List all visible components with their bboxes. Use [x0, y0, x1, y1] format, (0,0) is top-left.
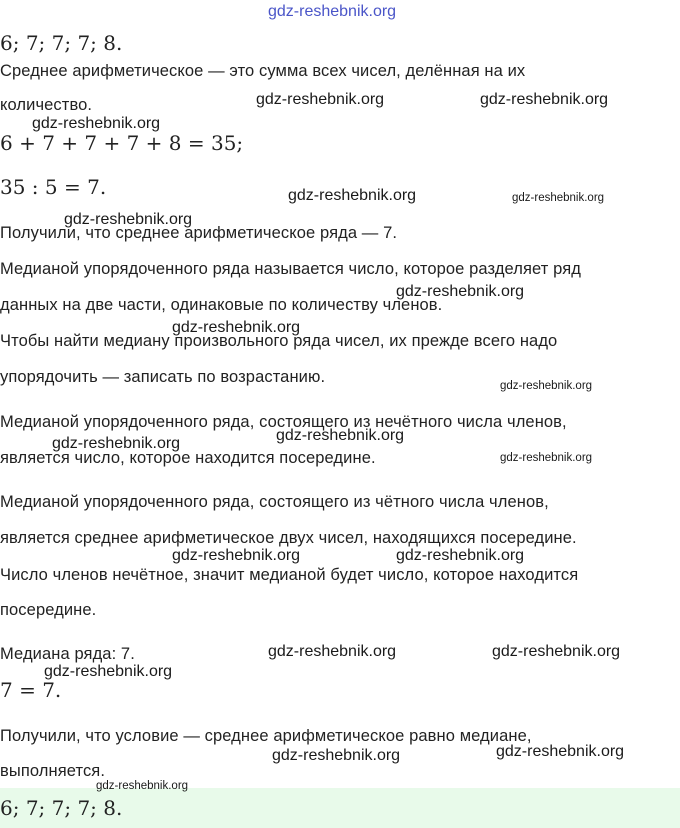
- odd-median-rule-line-1: Медианой упорядоченного ряда, состоящего из нечётного числа членов,: [0, 413, 567, 431]
- ordering-rule-line-1: Чтобы найти медиану произвольного ряда чисел, их прежде всего надо: [0, 332, 558, 350]
- watermark: gdz-reshebnik.org: [272, 747, 401, 764]
- number-sequence: 6; 7; 7; 7; 8.: [0, 31, 123, 55]
- conclusion-line-1: Получили, что условие — среднее арифметическое равно медиане,: [0, 727, 532, 745]
- watermark: gdz-reshebnik.org: [268, 3, 397, 20]
- watermark: gdz-reshebnik.org: [268, 643, 397, 660]
- equality-check: 7 = 7.: [0, 678, 62, 702]
- watermark: gdz-reshebnik.org: [480, 91, 609, 108]
- median-value: Медиана ряда: 7.: [0, 645, 135, 663]
- watermark: gdz-reshebnik.org: [288, 187, 417, 204]
- median-definition-line-2: данных на две части, одинаковые по количеству членов.: [0, 296, 443, 314]
- ordering-rule-line-2: упорядочить — записать по возрастанию.: [0, 368, 326, 386]
- watermark: gdz-reshebnik.org: [512, 192, 605, 204]
- watermark: gdz-reshebnik.org: [64, 211, 193, 228]
- watermark: gdz-reshebnik.org: [276, 427, 405, 444]
- division-equation: 35 : 5 = 7.: [0, 175, 107, 199]
- watermark: gdz-reshebnik.org: [492, 643, 621, 660]
- even-median-rule-line-2: является среднее арифметическое двух чисел, находящихся посередине.: [0, 529, 577, 547]
- watermark: gdz-reshebnik.org: [256, 91, 385, 108]
- mean-definition-line-2: количество.: [0, 96, 93, 114]
- sum-equation: 6 + 7 + 7 + 7 + 8 = 35;: [0, 131, 244, 155]
- member-count-line-2: посередине.: [0, 601, 97, 619]
- watermark: gdz-reshebnik.org: [172, 319, 301, 336]
- odd-median-rule-line-2: является число, которое находится посередине.: [0, 449, 376, 467]
- watermark: gdz-reshebnik.org: [32, 115, 161, 132]
- watermark: gdz-reshebnik.org: [96, 780, 189, 792]
- watermark: gdz-reshebnik.org: [396, 547, 525, 564]
- watermark: gdz-reshebnik.org: [496, 743, 625, 760]
- mean-result: Получили, что среднее арифметическое ряда — 7.: [0, 224, 398, 242]
- watermark: gdz-reshebnik.org: [52, 435, 181, 452]
- median-definition-line-1: Медианой упорядоченного ряда называется число, которое разделяет ряд: [0, 260, 581, 278]
- mean-definition-line-1: Среднее арифметическое — это сумма всех чисел, делённая на их: [0, 62, 526, 80]
- watermark: gdz-reshebnik.org: [500, 452, 593, 464]
- watermark: gdz-reshebnik.org: [500, 380, 593, 392]
- answer-sequence: 6; 7; 7; 7; 8.: [0, 796, 123, 820]
- watermark: gdz-reshebnik.org: [396, 283, 525, 300]
- watermark: gdz-reshebnik.org: [44, 663, 173, 680]
- watermark: gdz-reshebnik.org: [172, 547, 301, 564]
- member-count-line-1: Число членов нечётное, значит медианой будет число, которое находится: [0, 566, 579, 584]
- even-median-rule-line-1: Медианой упорядоченного ряда, состоящего из чётного числа членов,: [0, 493, 549, 511]
- conclusion-line-2: выполняется.: [0, 762, 106, 780]
